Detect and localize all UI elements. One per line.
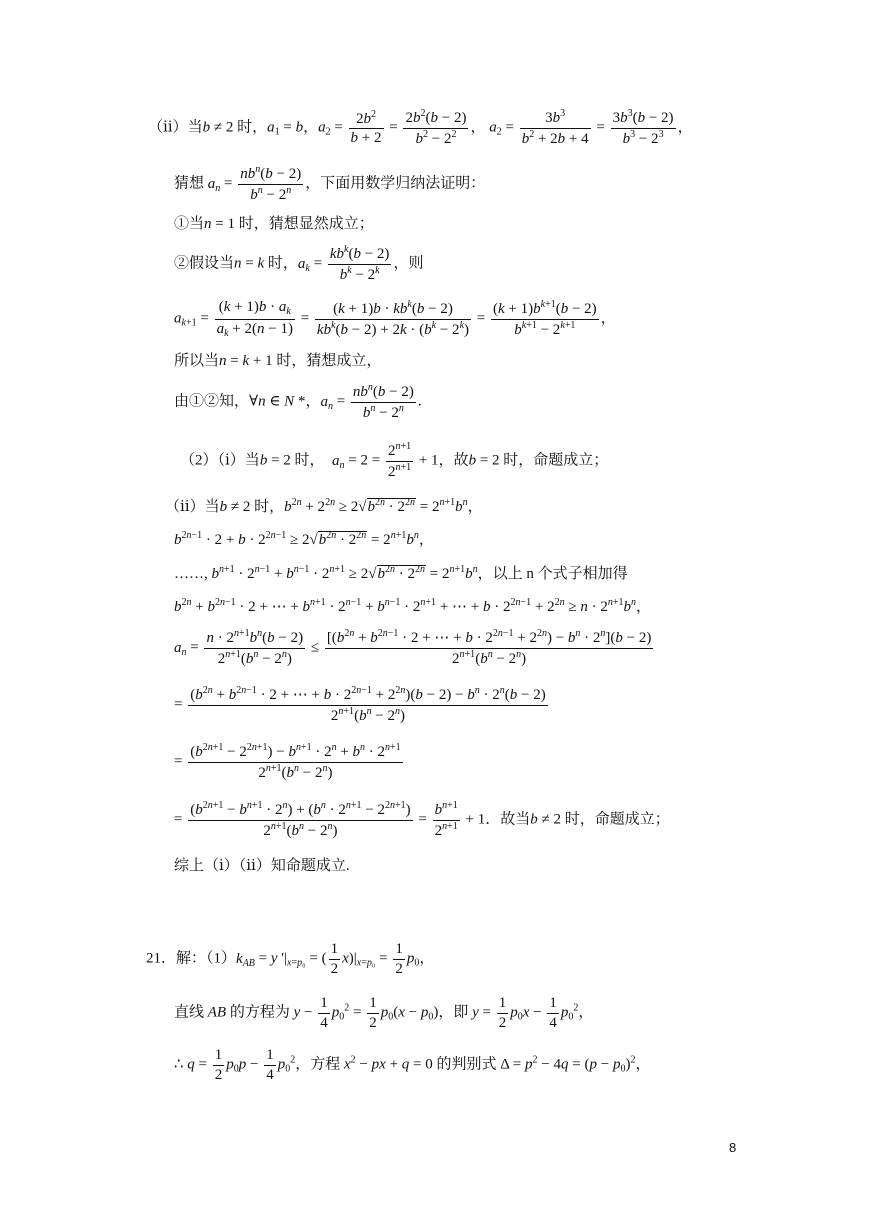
line-8: （2）（ⅰ）当b = 2 时， $a_n = 2$ = $\frac{2^{n+1}}{2^{n+1}}$ + 1，故b = 2 时，命题成立； [180,441,609,480]
line-14: = ($b^{2n} + b^{2n-1} \cdot 2$ + ⋯ + $b \cdot 2^{2n-1} + 2^{2n})(b - 2) - b^n \cdot 2^n(b - 2)$ $2^{n+1}(b^n - 2^n)$ [174,685,546,724]
line-10: $b^{2n-1} \cdot 2 + b \cdot 2^{2n-1} \ge 2√b^{2n} \cdot 2^{2n} = 2^{n+1}b^n$， [174,530,434,548]
line-15: = $\frac{(b^{2n+1} - 2^{2n+1}) - b^{n+1} \cdot 2^n + b^n \cdot 2^{n+1}}{2^{n+1}(b^n - 2^n)}$ [174,742,401,781]
line-17: 综上（ⅰ）（ⅱ）知命题成立. [174,858,350,874]
line-6: 所以当n = k + 1 时，猜想成立， [174,353,382,369]
line-7: 由①②知，∀n ∈ N *，$a_n$ = $\frac{nb^n(b - 2)}{b^n - 2^n}$ . [174,382,422,421]
line-3: ①当n = 1 时，猜想显然成立； [174,216,374,232]
line-13: $a_n$ = $\frac{n \cdot 2^{n+1}b^n(b - 2)}{2^{n+1}(b^n - 2^n)}$ ≤ $\frac{[(b^{2n} + b^{2n-1} \cdot 2 + \cdots + b \cdot 2^{2n-1} + 2^{2n}) - b^n \cdot 2^n](b - 2)}{2^{n+1}(b^n - 2^n)}$ [174,628,652,667]
line-19: 直线 AB 的方程为 y − $\frac{1}{4}$ $p_0^2$ = $\frac{1}{2}$ $p_0(x - p_0)$，即 y = $\frac{1}{2}$ $p_0x$ − $\frac{1}{4}$ $p_0^2$， [174,995,594,1031]
line-2: 猜想 $a_n$ = $\frac{nb^n(b - 2)}{b^n - 2^n}$ ，下面用数学归纳法证明： [174,164,486,203]
page-number: 8 [729,1140,737,1155]
line-16: = $\frac{(b^{2n+1} - b^{n+1} \cdot 2^n) + (b^n \cdot 2^{n+1} - 2^{2n+1})}{2^{n+1}(b^n - 2^n)}$ = $\frac{b^{n+1}}{2^{n+1}}$ + 1．故当b ≠ 2 时，命题成立； [174,800,670,839]
line-11: ……, $b^{n+1} \cdot 2^{n-1} + b^{n-1} \cdot 2^{n+1} \ge 2√b^{2n} \cdot 2^{2n} = 2^{n+1}b^n$，以上 n 个式子相加得 [174,564,628,582]
line-5: $a_{k+1}$ = $\frac{(k + 1)b \cdot a_k}{a_k + 2(n - 1)}$ = $\frac{(k + 1)b \cdot kb^k(b - 2)}{kb^k(b - 2) + 2k \cdot (b^k - 2^k)}$ = $\frac{(k + 1)b^{k+1}(b - 2)}{b^{k+1} - 2^{k+1}}$ ， [174,298,616,339]
line-1: （ⅱ）当b ≠ 2 时，$a_1 = b$，$a_2$ = $\frac{2b^2}{b + 2}$ = $\frac{2b^2(b - 2)}{b^2 - 2^2}$ ， $a_2$ = $\frac{3b^3}{b^2 + 2b + 4}$ = $\frac{3b^3(b - 2)}{b^3 - 2^3}$ ， [148,108,693,147]
line-18: 21．解：$(1)k_{AB} = y$ '$|_{x=p_0}$ = ( $\frac{1}{2}$ $x)|_{x=p_0}$ = $\frac{1}{2}$ $p_0$， [146,941,435,977]
line-12: $b^{2n} + b^{2n-1} \cdot 2$ + ⋯ + $b^{n+1} \cdot 2^{n-1} + b^{n-1} \cdot 2^{n+1}$ + ⋯ + $b \cdot 2^{2n-1} + 2^{2n} \ge n \cdot 2^{n+1}b^n$， [174,597,651,615]
line-20: ∴ q = $\frac{1}{2}$ $p_0p$ − $\frac{1}{4}$ $p_0^2$，方程 $x^2$ − px + q = 0 的判别式 $\Delta = p^2 - 4q = (p - p_0)^2$， [174,1047,651,1083]
line-4: ②假设当n = k 时，$a_k$ = $\frac{kb^k(b - 2)}{b^k - 2^k}$ ，则 [174,244,424,283]
line-9: （ⅱ）当b ≠ 2 时，$b^{2n} + 2^{2n} \ge 2√b^{2n} \cdot 2^{2n} = 2^{n+1}b^n$， [165,497,483,515]
